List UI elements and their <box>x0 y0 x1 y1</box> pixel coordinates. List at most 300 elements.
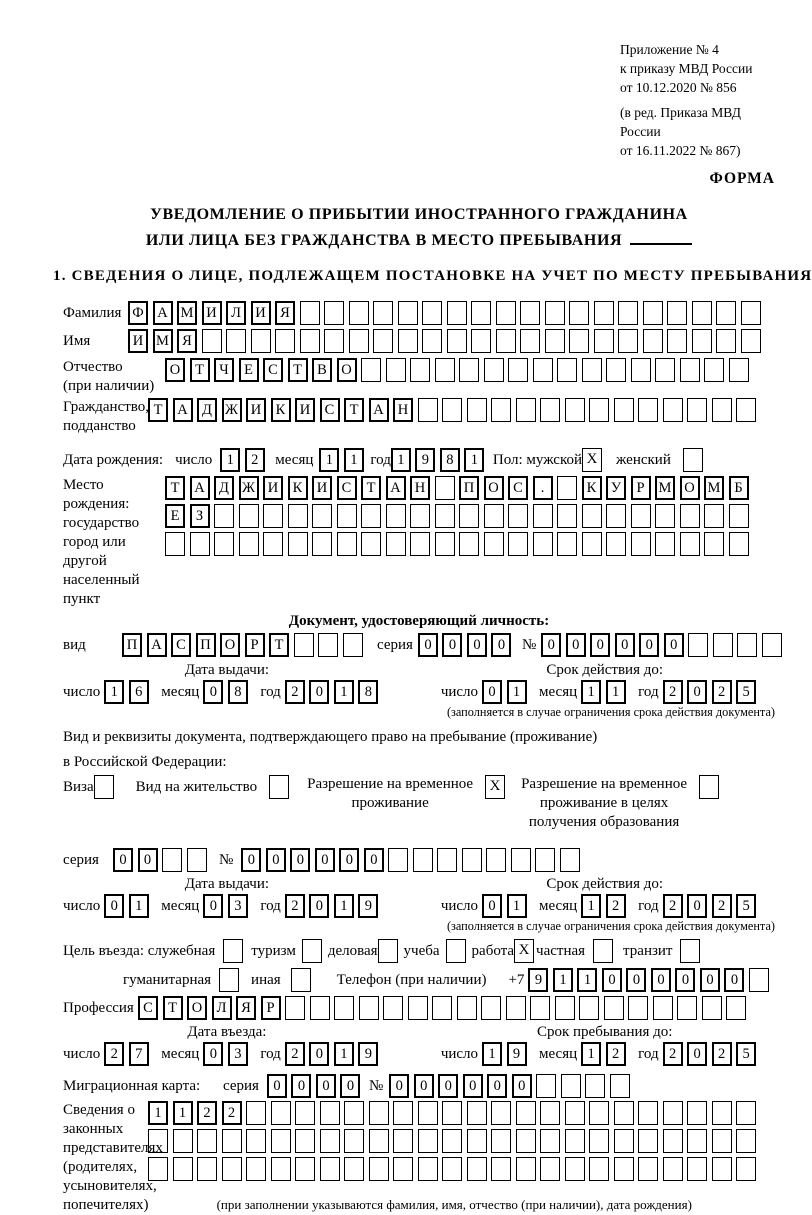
cell-box[interactable] <box>540 1157 560 1181</box>
cell-box[interactable]: Е <box>165 504 185 528</box>
cell-box[interactable] <box>643 329 663 353</box>
cell-box[interactable] <box>736 1157 756 1181</box>
cell-box[interactable] <box>508 358 528 382</box>
cell-box[interactable]: М <box>655 476 675 500</box>
cell-box[interactable]: П <box>122 633 142 657</box>
cell-box[interactable] <box>687 1129 707 1153</box>
cell-box[interactable] <box>484 358 504 382</box>
cell-box[interactable]: К <box>271 398 291 422</box>
cell-box[interactable] <box>435 476 455 500</box>
cell-box[interactable] <box>680 504 700 528</box>
cell-box[interactable] <box>667 329 687 353</box>
cell-box[interactable] <box>653 996 673 1020</box>
cell-box[interactable] <box>516 1129 536 1153</box>
cell-box[interactable] <box>442 398 462 422</box>
cell-box[interactable]: А <box>190 476 210 500</box>
cell-box[interactable] <box>540 1101 560 1125</box>
cell-box[interactable] <box>337 532 357 556</box>
cell-box[interactable]: 2 <box>712 1042 732 1066</box>
cell-box[interactable] <box>393 1101 413 1125</box>
cell-box[interactable] <box>275 329 295 353</box>
cell-box[interactable]: Т <box>288 358 308 382</box>
cell-box[interactable] <box>310 996 330 1020</box>
cell-box[interactable] <box>295 1101 315 1125</box>
cell-box[interactable] <box>716 301 736 325</box>
cell-box[interactable] <box>373 329 393 353</box>
cell-box[interactable] <box>383 996 403 1020</box>
cell-box[interactable]: 0 <box>266 848 286 872</box>
cell-box[interactable]: 0 <box>541 633 561 657</box>
cell-box[interactable] <box>459 532 479 556</box>
cell-box[interactable]: 0 <box>340 1074 360 1098</box>
cell-box[interactable]: О <box>680 476 700 500</box>
cell-box[interactable] <box>393 1157 413 1181</box>
cell-box[interactable] <box>704 532 724 556</box>
cell-box[interactable] <box>663 398 683 422</box>
cell-box[interactable]: Т <box>269 633 289 657</box>
cell-box[interactable] <box>702 996 722 1020</box>
cell-box[interactable] <box>386 358 406 382</box>
cell-box[interactable]: 0 <box>566 633 586 657</box>
cell-box[interactable] <box>741 329 761 353</box>
cell-box[interactable]: 1 <box>319 448 339 472</box>
cell-box[interactable] <box>162 848 182 872</box>
cell-box[interactable]: 2 <box>104 1042 124 1066</box>
cell-box[interactable] <box>565 1129 585 1153</box>
cell-box[interactable]: Н <box>393 398 413 422</box>
cell-box[interactable]: 2 <box>197 1101 217 1125</box>
cell-box[interactable]: 2 <box>285 680 305 704</box>
cell-box[interactable] <box>680 358 700 382</box>
cell-box[interactable] <box>680 532 700 556</box>
cell-box[interactable]: 2 <box>663 1042 683 1066</box>
cell-box[interactable]: 1 <box>464 448 484 472</box>
cell-box[interactable] <box>713 633 733 657</box>
cell-box[interactable] <box>631 532 651 556</box>
temp-residence-edu-checkbox[interactable] <box>699 775 719 799</box>
cell-box[interactable] <box>565 1101 585 1125</box>
cell-box[interactable] <box>462 848 482 872</box>
cell-box[interactable] <box>418 398 438 422</box>
cell-box[interactable]: Я <box>275 301 295 325</box>
cell-box[interactable]: Ж <box>239 476 259 500</box>
cell-box[interactable] <box>610 1074 630 1098</box>
cell-box[interactable] <box>318 633 338 657</box>
cell-box[interactable] <box>628 996 648 1020</box>
cell-box[interactable] <box>344 1101 364 1125</box>
cell-box[interactable] <box>655 532 675 556</box>
cell-box[interactable] <box>729 358 749 382</box>
cell-box[interactable] <box>614 1129 634 1153</box>
cell-box[interactable]: Н <box>410 476 430 500</box>
purpose-transit-checkbox[interactable] <box>680 939 700 963</box>
cell-box[interactable]: 1 <box>173 1101 193 1125</box>
cell-box[interactable] <box>520 329 540 353</box>
cell-box[interactable] <box>614 398 634 422</box>
cell-box[interactable] <box>165 532 185 556</box>
cell-box[interactable] <box>393 1129 413 1153</box>
cell-box[interactable]: Д <box>197 398 217 422</box>
cell-box[interactable] <box>655 358 675 382</box>
cell-box[interactable]: Д <box>214 476 234 500</box>
cell-box[interactable] <box>631 358 651 382</box>
cell-box[interactable] <box>618 329 638 353</box>
cell-box[interactable]: С <box>337 476 357 500</box>
cell-box[interactable] <box>737 633 757 657</box>
cell-box[interactable]: О <box>337 358 357 382</box>
cell-box[interactable]: И <box>295 398 315 422</box>
cell-box[interactable]: Я <box>236 996 256 1020</box>
cell-box[interactable] <box>606 532 626 556</box>
cell-box[interactable] <box>560 848 580 872</box>
cell-box[interactable] <box>190 532 210 556</box>
gender-female-checkbox[interactable] <box>683 448 703 472</box>
cell-box[interactable]: М <box>177 301 197 325</box>
cell-box[interactable]: 8 <box>440 448 460 472</box>
cell-box[interactable] <box>638 1157 658 1181</box>
cell-box[interactable] <box>408 996 428 1020</box>
cell-box[interactable]: О <box>187 996 207 1020</box>
cell-box[interactable] <box>663 1129 683 1153</box>
cell-box[interactable]: 1 <box>334 894 354 918</box>
cell-box[interactable] <box>361 504 381 528</box>
purpose-study-checkbox[interactable] <box>446 939 466 963</box>
cell-box[interactable]: 1 <box>553 968 573 992</box>
cell-box[interactable] <box>631 504 651 528</box>
cell-box[interactable]: У <box>606 476 626 500</box>
cell-box[interactable] <box>545 329 565 353</box>
cell-box[interactable] <box>557 532 577 556</box>
cell-box[interactable] <box>614 1101 634 1125</box>
cell-box[interactable] <box>388 848 408 872</box>
cell-box[interactable]: 2 <box>606 894 626 918</box>
cell-box[interactable] <box>589 1129 609 1153</box>
cell-box[interactable] <box>467 398 487 422</box>
cell-box[interactable]: 0 <box>290 848 310 872</box>
cell-box[interactable] <box>582 504 602 528</box>
cell-box[interactable]: 0 <box>687 680 707 704</box>
cell-box[interactable]: 0 <box>687 1042 707 1066</box>
cell-box[interactable] <box>692 329 712 353</box>
cell-box[interactable]: 1 <box>344 448 364 472</box>
cell-box[interactable] <box>579 996 599 1020</box>
cell-box[interactable] <box>712 1157 732 1181</box>
cell-box[interactable]: К <box>582 476 602 500</box>
cell-box[interactable]: 2 <box>712 680 732 704</box>
cell-box[interactable] <box>197 1157 217 1181</box>
purpose-official-checkbox[interactable] <box>223 939 243 963</box>
cell-box[interactable] <box>239 532 259 556</box>
gender-male-checkbox[interactable]: X <box>582 448 602 472</box>
cell-box[interactable]: 3 <box>228 1042 248 1066</box>
cell-box[interactable] <box>540 1129 560 1153</box>
cell-box[interactable]: 0 <box>138 848 158 872</box>
cell-box[interactable] <box>520 301 540 325</box>
cell-box[interactable] <box>447 301 467 325</box>
visa-checkbox[interactable] <box>94 775 114 799</box>
cell-box[interactable]: 0 <box>438 1074 458 1098</box>
cell-box[interactable]: 0 <box>482 894 502 918</box>
cell-box[interactable] <box>148 1129 168 1153</box>
cell-box[interactable] <box>516 398 536 422</box>
cell-box[interactable]: П <box>459 476 479 500</box>
cell-box[interactable] <box>614 1157 634 1181</box>
cell-box[interactable] <box>226 329 246 353</box>
cell-box[interactable] <box>536 1074 556 1098</box>
cell-box[interactable]: 1 <box>391 448 411 472</box>
cell-box[interactable] <box>349 329 369 353</box>
cell-box[interactable]: И <box>263 476 283 500</box>
cell-box[interactable]: 0 <box>487 1074 507 1098</box>
cell-box[interactable]: 0 <box>602 968 622 992</box>
cell-box[interactable] <box>214 504 234 528</box>
cell-box[interactable] <box>295 1129 315 1153</box>
cell-box[interactable] <box>467 1157 487 1181</box>
cell-box[interactable]: О <box>220 633 240 657</box>
cell-box[interactable]: 1 <box>577 968 597 992</box>
cell-box[interactable]: 1 <box>581 680 601 704</box>
cell-box[interactable]: А <box>173 398 193 422</box>
cell-box[interactable]: Я <box>177 329 197 353</box>
cell-box[interactable] <box>334 996 354 1020</box>
cell-box[interactable]: 0 <box>700 968 720 992</box>
cell-box[interactable]: 9 <box>358 1042 378 1066</box>
cell-box[interactable]: И <box>128 329 148 353</box>
cell-box[interactable] <box>435 504 455 528</box>
cell-box[interactable]: 0 <box>241 848 261 872</box>
cell-box[interactable]: 1 <box>104 680 124 704</box>
cell-box[interactable] <box>516 1157 536 1181</box>
cell-box[interactable]: 0 <box>467 633 487 657</box>
cell-box[interactable]: О <box>484 476 504 500</box>
cell-box[interactable] <box>359 996 379 1020</box>
cell-box[interactable] <box>246 1129 266 1153</box>
cell-box[interactable] <box>692 301 712 325</box>
cell-box[interactable] <box>491 1129 511 1153</box>
cell-box[interactable] <box>508 532 528 556</box>
cell-box[interactable]: 1 <box>482 1042 502 1066</box>
cell-box[interactable] <box>246 1101 266 1125</box>
cell-box[interactable] <box>263 504 283 528</box>
cell-box[interactable] <box>398 301 418 325</box>
purpose-tourism-checkbox[interactable] <box>302 939 322 963</box>
cell-box[interactable] <box>491 1101 511 1125</box>
cell-box[interactable] <box>688 633 708 657</box>
purpose-humanitarian-checkbox[interactable] <box>219 968 239 992</box>
cell-box[interactable] <box>655 504 675 528</box>
cell-box[interactable] <box>555 996 575 1020</box>
cell-box[interactable] <box>263 532 283 556</box>
cell-box[interactable] <box>535 848 555 872</box>
cell-box[interactable] <box>540 398 560 422</box>
cell-box[interactable]: Т <box>148 398 168 422</box>
cell-box[interactable] <box>712 1129 732 1153</box>
cell-box[interactable] <box>491 398 511 422</box>
cell-box[interactable] <box>516 1101 536 1125</box>
cell-box[interactable] <box>271 1157 291 1181</box>
cell-box[interactable] <box>762 633 782 657</box>
cell-box[interactable] <box>667 301 687 325</box>
cell-box[interactable] <box>442 1129 462 1153</box>
cell-box[interactable] <box>271 1101 291 1125</box>
cell-box[interactable]: Р <box>245 633 265 657</box>
cell-box[interactable] <box>663 1157 683 1181</box>
cell-box[interactable]: 2 <box>606 1042 626 1066</box>
purpose-private-checkbox[interactable] <box>593 939 613 963</box>
cell-box[interactable] <box>484 504 504 528</box>
cell-box[interactable] <box>618 301 638 325</box>
cell-box[interactable]: М <box>153 329 173 353</box>
cell-box[interactable]: 0 <box>491 633 511 657</box>
cell-box[interactable]: Ф <box>128 301 148 325</box>
cell-box[interactable] <box>589 1101 609 1125</box>
cell-box[interactable] <box>643 301 663 325</box>
cell-box[interactable] <box>173 1129 193 1153</box>
cell-box[interactable]: Т <box>163 996 183 1020</box>
cell-box[interactable]: А <box>369 398 389 422</box>
purpose-business-checkbox[interactable] <box>378 939 398 963</box>
cell-box[interactable]: 2 <box>222 1101 242 1125</box>
cell-box[interactable]: 0 <box>615 633 635 657</box>
cell-box[interactable]: 0 <box>291 1074 311 1098</box>
cell-box[interactable]: Л <box>226 301 246 325</box>
cell-box[interactable]: Ч <box>214 358 234 382</box>
cell-box[interactable]: 2 <box>663 680 683 704</box>
cell-box[interactable] <box>320 1157 340 1181</box>
cell-box[interactable] <box>373 301 393 325</box>
cell-box[interactable] <box>343 633 363 657</box>
purpose-work-checkbox[interactable]: X <box>514 939 534 963</box>
cell-box[interactable] <box>222 1129 242 1153</box>
cell-box[interactable]: В <box>312 358 332 382</box>
cell-box[interactable] <box>589 1157 609 1181</box>
cell-box[interactable]: 0 <box>463 1074 483 1098</box>
cell-box[interactable] <box>442 1101 462 1125</box>
cell-box[interactable] <box>271 1129 291 1153</box>
cell-box[interactable]: Т <box>361 476 381 500</box>
cell-box[interactable]: 9 <box>528 968 548 992</box>
cell-box[interactable] <box>410 532 430 556</box>
cell-box[interactable] <box>214 532 234 556</box>
cell-box[interactable] <box>435 358 455 382</box>
cell-box[interactable]: 1 <box>129 894 149 918</box>
cell-box[interactable]: 5 <box>736 1042 756 1066</box>
cell-box[interactable] <box>300 329 320 353</box>
cell-box[interactable]: 0 <box>664 633 684 657</box>
cell-box[interactable] <box>294 633 314 657</box>
cell-box[interactable] <box>712 398 732 422</box>
cell-box[interactable]: 0 <box>113 848 133 872</box>
cell-box[interactable]: 0 <box>315 848 335 872</box>
cell-box[interactable] <box>511 848 531 872</box>
cell-box[interactable] <box>716 329 736 353</box>
cell-box[interactable] <box>741 301 761 325</box>
cell-box[interactable] <box>418 1157 438 1181</box>
cell-box[interactable]: З <box>190 504 210 528</box>
cell-box[interactable] <box>432 996 452 1020</box>
cell-box[interactable]: 1 <box>507 680 527 704</box>
cell-box[interactable] <box>704 358 724 382</box>
cell-box[interactable] <box>413 848 433 872</box>
cell-box[interactable]: 9 <box>358 894 378 918</box>
cell-box[interactable]: . <box>533 476 553 500</box>
cell-box[interactable] <box>202 329 222 353</box>
cell-box[interactable]: И <box>246 398 266 422</box>
cell-box[interactable]: Б <box>729 476 749 500</box>
cell-box[interactable] <box>704 504 724 528</box>
cell-box[interactable] <box>197 1129 217 1153</box>
cell-box[interactable]: 7 <box>129 1042 149 1066</box>
cell-box[interactable]: 0 <box>675 968 695 992</box>
cell-box[interactable] <box>594 329 614 353</box>
cell-box[interactable]: 0 <box>203 894 223 918</box>
cell-box[interactable] <box>288 504 308 528</box>
cell-box[interactable] <box>506 996 526 1020</box>
cell-box[interactable] <box>320 1101 340 1125</box>
cell-box[interactable] <box>594 301 614 325</box>
cell-box[interactable]: 2 <box>285 894 305 918</box>
cell-box[interactable] <box>437 848 457 872</box>
cell-box[interactable] <box>736 1129 756 1153</box>
cell-box[interactable]: А <box>153 301 173 325</box>
cell-box[interactable] <box>251 329 271 353</box>
cell-box[interactable] <box>606 358 626 382</box>
cell-box[interactable]: 0 <box>309 894 329 918</box>
cell-box[interactable] <box>148 1157 168 1181</box>
cell-box[interactable]: 0 <box>639 633 659 657</box>
cell-box[interactable] <box>687 1101 707 1125</box>
cell-box[interactable]: А <box>147 633 167 657</box>
cell-box[interactable]: Р <box>631 476 651 500</box>
cell-box[interactable] <box>484 532 504 556</box>
cell-box[interactable]: 0 <box>651 968 671 992</box>
cell-box[interactable]: 5 <box>736 680 756 704</box>
cell-box[interactable] <box>481 996 501 1020</box>
cell-box[interactable] <box>561 1074 581 1098</box>
cell-box[interactable] <box>320 1129 340 1153</box>
cell-box[interactable]: 0 <box>309 1042 329 1066</box>
cell-box[interactable] <box>337 504 357 528</box>
cell-box[interactable]: И <box>251 301 271 325</box>
cell-box[interactable] <box>312 532 332 556</box>
cell-box[interactable] <box>569 329 589 353</box>
cell-box[interactable] <box>295 1157 315 1181</box>
cell-box[interactable]: 0 <box>687 894 707 918</box>
cell-box[interactable]: Т <box>165 476 185 500</box>
cell-box[interactable] <box>729 504 749 528</box>
cell-box[interactable] <box>300 301 320 325</box>
cell-box[interactable] <box>285 996 305 1020</box>
cell-box[interactable]: 0 <box>309 680 329 704</box>
cell-box[interactable]: 0 <box>626 968 646 992</box>
cell-box[interactable] <box>361 358 381 382</box>
cell-box[interactable]: К <box>288 476 308 500</box>
cell-box[interactable] <box>533 358 553 382</box>
cell-box[interactable] <box>533 504 553 528</box>
cell-box[interactable] <box>467 1101 487 1125</box>
cell-box[interactable]: 2 <box>663 894 683 918</box>
cell-box[interactable] <box>582 358 602 382</box>
cell-box[interactable] <box>533 532 553 556</box>
cell-box[interactable] <box>736 398 756 422</box>
cell-box[interactable] <box>712 1101 732 1125</box>
cell-box[interactable] <box>606 504 626 528</box>
cell-box[interactable] <box>418 1129 438 1153</box>
cell-box[interactable]: 2 <box>712 894 732 918</box>
residence-permit-checkbox[interactable] <box>269 775 289 799</box>
cell-box[interactable]: 9 <box>507 1042 527 1066</box>
cell-box[interactable] <box>508 504 528 528</box>
